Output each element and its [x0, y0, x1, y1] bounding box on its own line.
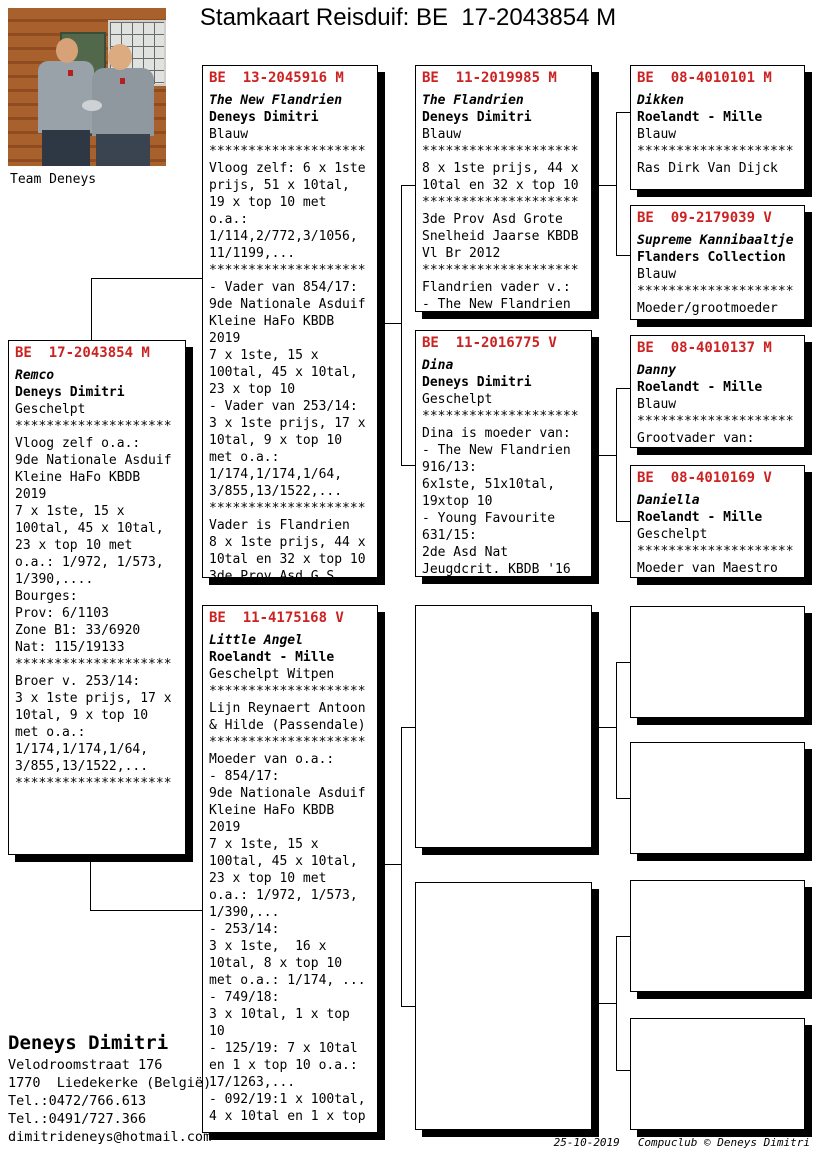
feather-color: Geschelpt — [637, 527, 708, 542]
text-line: - Vader van 854/17: — [209, 280, 358, 295]
pedigree-connector — [91, 278, 92, 341]
pedigree-connector — [616, 662, 617, 799]
text-line: 100tal, 45 x 10tal, — [209, 365, 358, 380]
text-line: ******************** — [637, 284, 794, 299]
text-line: 2019 — [209, 331, 241, 346]
text-line: Grootvader van: — [637, 431, 755, 446]
pedigree-connector — [593, 1003, 617, 1004]
text-line: 3 x 10tal, 1 x top — [209, 1007, 350, 1022]
ring-number: BE 11-2019985 M — [422, 70, 557, 86]
card-body — [15, 418, 179, 792]
bird-name: Remco — [15, 368, 55, 383]
bird-name: Little Angel — [209, 633, 303, 648]
text-line: 1/174,1/174,1/64, — [209, 467, 343, 482]
text-line: 4 x 10tal en 1 x top — [209, 1109, 366, 1124]
pedigree-connector — [616, 662, 631, 663]
text-line: 2019 — [15, 487, 47, 502]
owner-name: Roelandt - Mille — [209, 650, 335, 665]
text-line: Prov: 6/1103 — [15, 606, 109, 621]
text-line: ******************** — [422, 409, 579, 424]
text-line: 9de Nationale Asduif — [209, 297, 366, 312]
card-subject — [8, 340, 186, 855]
text-line: - Young Favourite — [422, 511, 556, 526]
person-left-pants — [42, 130, 90, 166]
pedigree-connector — [379, 323, 402, 324]
text-line: 9de Nationale Asduif — [209, 786, 366, 801]
pedigree-connector — [616, 255, 631, 256]
text-line: Dina is moeder van: — [422, 426, 571, 441]
text-line: 1/174,1/174,1/64, — [15, 742, 149, 757]
card-body — [637, 283, 798, 317]
ring-number: BE 17-2043854 M — [15, 345, 150, 361]
pedigree-connector — [616, 112, 631, 113]
ring-number: BE 08-4010137 M — [637, 340, 772, 356]
text-line: ******************** — [15, 776, 172, 791]
person-left-body — [38, 61, 94, 133]
text-line: met o.a.: — [15, 725, 86, 740]
card-great-grandfather-2 — [630, 335, 805, 448]
footer-date: 25-10-2019 — [553, 1136, 620, 1149]
text-line: ******************** — [422, 144, 579, 159]
feather-color: Blauw — [637, 267, 677, 282]
text-line: en 1 x top 10 o.a.: — [209, 1058, 358, 1073]
bird-name: Daniella — [637, 493, 700, 508]
card-body — [209, 683, 371, 1125]
text-line: Ras Dirk Van Dijck — [637, 161, 778, 176]
owner-name: Flanders Collection — [637, 250, 786, 265]
text-line: 8 x 1ste prijs, 44 x — [422, 161, 579, 176]
text-line: Nat: 115/19133 — [15, 640, 125, 655]
bird-name: Dina — [422, 358, 454, 373]
text-line: ******************** — [637, 544, 794, 559]
bird-name: The New Flandrien — [209, 93, 343, 108]
club-logo-left — [68, 70, 73, 76]
text-line: - The New Flandrien — [422, 443, 571, 458]
text-line: ******************** — [15, 657, 172, 672]
owner-name: Roelandt - Mille — [637, 510, 763, 525]
text-line: 6x1ste, 51x10tal, — [422, 477, 556, 492]
card-body — [422, 143, 585, 313]
text-line: Kleine HaFo KBDB — [15, 470, 141, 485]
text-line: ******************** — [637, 144, 794, 159]
card-body — [637, 413, 798, 447]
owner-name: Roelandt - Mille — [637, 380, 763, 395]
pigeon-in-hands — [82, 100, 102, 111]
feather-color: Blauw — [422, 127, 462, 142]
text-line: 10tal en 32 x top 10 — [209, 552, 366, 567]
text-line: Kleine HaFo KBDB — [209, 314, 335, 329]
photo-caption: Team Deneys — [10, 172, 97, 187]
text-line: - The New Flandrien — [422, 297, 571, 312]
pedigree-connector — [401, 185, 416, 186]
card-grandmother-paternal — [415, 330, 592, 577]
text-line: 3 x 1ste prijs, 17 x — [209, 416, 366, 431]
text-line: 3de Prov Asd G.S. — [209, 569, 343, 584]
pedigree-connector — [616, 388, 631, 389]
text-line: 23 x top 10 — [209, 382, 296, 397]
text-line: 23 x top 10 met — [209, 871, 327, 886]
text-line: ******************** — [209, 735, 366, 750]
card-grandfather-paternal — [415, 65, 592, 312]
text-line: o.a.: 1/972, 1/573, — [15, 555, 164, 570]
text-line: Lijn Reynaert Antoon — [209, 701, 366, 716]
club-logo-right — [120, 78, 125, 84]
text-line: 7 x 1ste, 15 x — [15, 504, 125, 519]
text-line: 100tal, 45 x 10tal, — [15, 521, 164, 536]
card-father — [202, 65, 378, 584]
text-line: 3de Prov Asd Grote — [422, 212, 563, 227]
pedigree-connector — [616, 1070, 631, 1071]
text-line: - Vader van 253/14: — [209, 399, 358, 414]
text-line: Zone B1: 33/6920 — [15, 623, 141, 638]
card-great-grandparent-empty-4 — [630, 1018, 805, 1130]
pedigree-connector — [90, 910, 203, 911]
ring-number: BE 09-2179039 V — [637, 210, 772, 226]
text-line: Vl Br 2012 — [422, 246, 501, 261]
pedigree-connector — [379, 864, 402, 865]
text-line: 10tal en 32 x top 10 — [422, 178, 579, 193]
text-line: Kleine HaFo KBDB — [209, 803, 335, 818]
ring-number: BE 08-4010101 M — [637, 70, 772, 86]
text-line: 1/390,.... — [15, 572, 94, 587]
pedigree-connector — [91, 278, 203, 279]
text-line: 10tal, 9 x top 10 — [209, 433, 343, 448]
owner-name: Deneys Dimitri — [422, 110, 532, 125]
text-line: Broer v. 253/14: — [15, 674, 141, 689]
text-line: o.a.: 1/972, 1/573, — [209, 888, 358, 903]
pedigree-connector — [401, 727, 402, 1007]
text-line: Velodroomstraat 176 — [8, 1057, 163, 1073]
text-line: 17/1263,... — [209, 1075, 296, 1090]
card-body — [637, 543, 798, 577]
card-grandfather-maternal-empty — [415, 605, 592, 848]
card-great-grandparent-empty-1 — [630, 606, 805, 718]
bird-name: Dikken — [637, 93, 684, 108]
person-left-head — [56, 38, 78, 63]
text-line: ******************** — [422, 195, 579, 210]
text-line: 3 x 1ste prijs, 17 x — [15, 691, 172, 706]
text-line: 3 x 1ste, 16 x — [209, 939, 327, 954]
text-line: Moeder/grootmoeder — [637, 301, 778, 316]
card-great-grandparent-empty-3 — [630, 880, 805, 992]
feather-color: Blauw — [637, 127, 677, 142]
text-line: Flandrien vader v.: — [422, 280, 571, 295]
pedigree-connector — [401, 185, 402, 466]
page-title: Stamkaart Reisduif: BE 17-2043854 M — [199, 4, 617, 31]
feather-color: Geschelpt Witpen — [209, 667, 335, 682]
text-line: ******************** — [15, 419, 172, 434]
person-right-pants — [96, 134, 150, 166]
footer-credit-line — [554, 1136, 810, 1149]
text-line: - 125/19: 7 x 10tal — [209, 1041, 358, 1056]
feather-color: Blauw — [209, 127, 249, 142]
text-line: met o.a.: — [209, 450, 280, 465]
pedigree-connector — [593, 185, 617, 186]
text-line: 19xtop 10 — [422, 494, 493, 509]
text-line: 1/114,2/772,3/1056, — [209, 229, 358, 244]
bird-name: Supreme Kannibaaltje — [637, 233, 794, 248]
pedigree-connector — [593, 727, 617, 728]
owner-name: Deneys Dimitri — [15, 385, 125, 400]
pedigree-connector — [616, 936, 631, 937]
text-line: ******************** — [209, 501, 366, 516]
text-line: 631/15: — [422, 528, 477, 543]
text-line: 3/855,13/1522,... — [15, 759, 149, 774]
text-line: 100tal, 45 x 10tal, — [209, 854, 358, 869]
text-line: ******************** — [209, 263, 366, 278]
text-line: Jeugdcrit. KBDB '16 — [422, 562, 571, 577]
bird-name: Danny — [637, 363, 677, 378]
bird-name: The Flandrien — [422, 93, 524, 108]
card-great-grandfather-1 — [630, 65, 805, 190]
ring-number: BE 13-2045916 M — [209, 70, 344, 86]
footer-address — [8, 1056, 211, 1146]
pedigree-connector — [616, 798, 631, 799]
card-great-grandmother-1 — [630, 205, 805, 320]
pedigree-connector — [401, 1006, 416, 1007]
text-line: Moeder van o.a.: — [209, 752, 335, 767]
footer-credit: Compuclub © Deneys Dimitri — [637, 1136, 810, 1149]
text-line: 7 x 1ste, 15 x — [209, 348, 319, 363]
card-body — [422, 408, 585, 578]
text-line: 10 — [209, 1024, 225, 1039]
owner-name: Deneys Dimitri — [422, 375, 532, 390]
pedigree-connector — [616, 112, 617, 256]
text-line: Vloog zelf: 6 x 1ste — [209, 161, 366, 176]
team-photo — [8, 8, 166, 166]
text-line: Vloog zelf o.a.: — [15, 436, 141, 451]
owner-name: Deneys Dimitri — [209, 110, 319, 125]
text-line: Tel.:0491/727.366 — [8, 1111, 147, 1127]
text-line: - 253/14: — [209, 922, 280, 937]
text-line: Vader is Flandrien — [209, 518, 350, 533]
pedigree-connector — [616, 521, 631, 522]
text-line: 10tal, 8 x top 10 — [209, 956, 343, 971]
text-line: Bourges: — [15, 589, 78, 604]
text-line: ******************** — [209, 684, 366, 699]
card-great-grandparent-empty-2 — [630, 742, 805, 854]
footer-owner-name: Deneys Dimitri — [8, 1032, 169, 1054]
text-line: 3/855,13/1522,... — [209, 484, 343, 499]
text-line: 19 x top 10 met — [209, 195, 327, 210]
text-line: prijs, 51 x 10tal, — [209, 178, 350, 193]
text-line: 23 x top 10 met — [15, 538, 133, 553]
text-line: 1/390,... — [209, 905, 280, 920]
ring-number: BE 11-2016775 V — [422, 335, 557, 351]
pedigree-connector — [90, 856, 91, 911]
text-line: 7 x 1ste, 15 x — [209, 837, 319, 852]
text-line: ******************** — [422, 263, 579, 278]
text-line: 9de Nationale Asduif — [15, 453, 172, 468]
text-line: 1770 Liedekerke (België) — [8, 1075, 212, 1091]
pedigree-connector — [401, 465, 416, 466]
text-line: o.a.: — [209, 212, 249, 227]
card-mother — [202, 605, 378, 1133]
text-line: Moeder van Maestro — [637, 561, 778, 576]
pedigree-connector — [401, 727, 416, 728]
text-line: ******************** — [637, 414, 794, 429]
text-line: - 854/17: — [209, 769, 280, 784]
text-line: ******************** — [209, 144, 366, 159]
text-line: - 749/18: — [209, 990, 280, 1005]
feather-color: Geschelpt — [15, 402, 86, 417]
text-line: - 092/19:1 x 100tal, — [209, 1092, 366, 1107]
feather-color: Blauw — [637, 397, 677, 412]
ring-number: BE 08-4010169 V — [637, 470, 772, 486]
feather-color: Geschelpt — [422, 392, 493, 407]
pedigree-connector — [616, 936, 617, 1071]
text-line: 11/1199,... — [209, 246, 296, 261]
card-grandmother-maternal-empty — [415, 882, 592, 1130]
card-body — [209, 143, 371, 585]
person-right-head — [108, 44, 132, 70]
text-line: Tel.:0472/766.613 — [8, 1093, 147, 1109]
pedigree-connector — [593, 455, 617, 456]
text-line: & Hilde (Passendale) — [209, 718, 366, 733]
ring-number: BE 11-4175168 V — [209, 610, 344, 626]
text-line: 916/13: — [422, 460, 477, 475]
owner-name: Roelandt - Mille — [637, 110, 763, 125]
text-line: met o.a.: 1/174, ... — [209, 973, 366, 988]
text-line: 10tal, 9 x top 10 — [15, 708, 149, 723]
text-line: 2de Asd Nat — [422, 545, 509, 560]
card-great-grandmother-2 — [630, 465, 805, 578]
card-body — [637, 143, 798, 177]
text-line: Snelheid Jaarse KBDB — [422, 229, 579, 244]
pedigree-connector — [616, 388, 617, 522]
text-line: 8 x 1ste prijs, 44 x — [209, 535, 366, 550]
text-line: 2019 — [209, 820, 241, 835]
text-line: dimitrideneys@hotmail.com — [8, 1129, 212, 1145]
